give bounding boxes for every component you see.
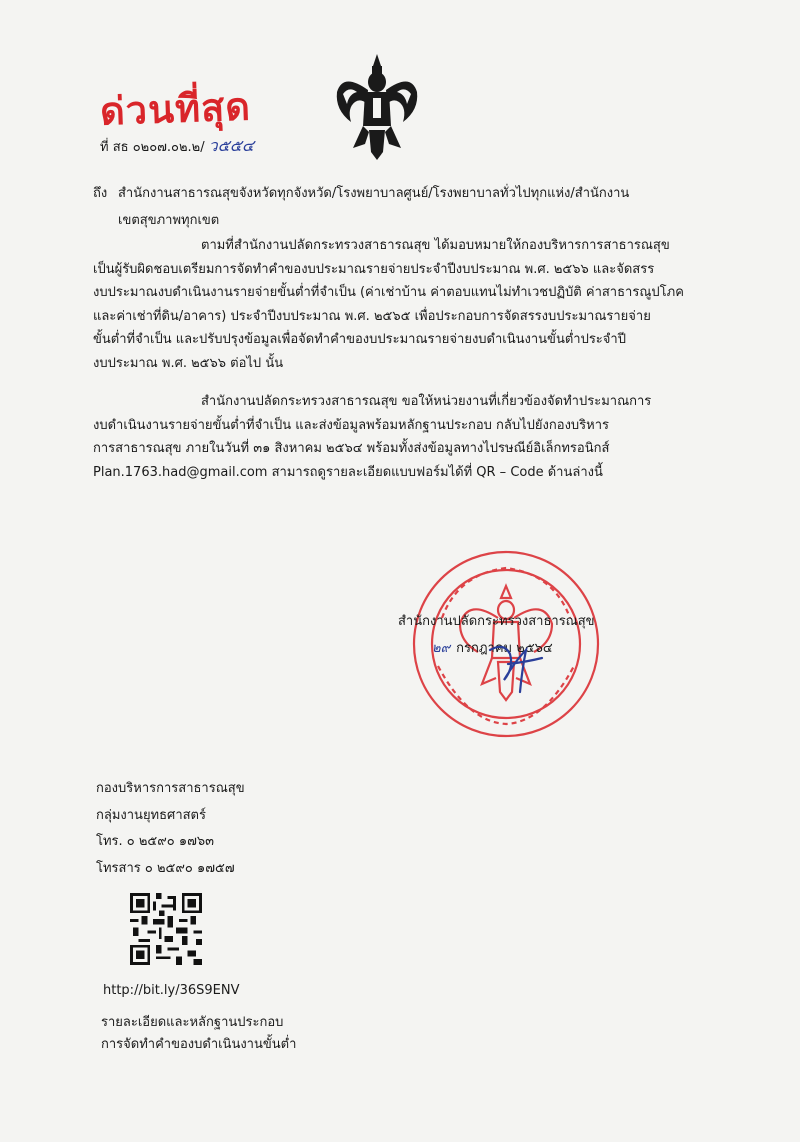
contact-division: กองบริหารการสาธารณสุข [96,781,245,796]
garuda-emblem-icon [333,52,421,162]
contact-block [96,776,245,882]
paragraph-line: งบประมาณ พ.ศ. ๒๕๖๖ ต่อไป นั้น [93,355,284,371]
document-number-handwritten: ว๕๕๔ [208,136,254,155]
qr-code-icon[interactable] [130,893,202,965]
signature-office: สำนักงานปลัดกระทรวงสาธารณสุข [398,614,595,629]
paragraph-line: Plan.1763.had@gmail.com สามารถดูรายละเอียดแบบฟอร์มได้ที่ QR – Code ด้านล่างนี้ [93,464,603,480]
signature-day-handwritten: ๒๙ [432,641,451,656]
paragraph-line: สำนักงานปลัดกระทรวงสาธารณสุข ขอให้หน่วยงานที่เกี่ยวข้องจัดทำประมาณการ [201,394,652,409]
recipient-line-2: เขตสุขภาพทุกเขต [118,213,220,228]
paragraph-line: เป็นผู้รับผิดชอบเตรียมการจัดทำคำของบประมาณรายจ่ายประจำปีงบประมาณ พ.ศ. ๒๕๖๖ และจัดสรร [93,261,655,277]
document-number [100,134,254,159]
shortlink-url[interactable]: http://bit.ly/36S9ENV [103,983,240,998]
paragraph-line: งบประมาณงบดำเนินงานรายจ่ายขั้นต่ำที่จำเป็น (ค่าเช่าบ้าน ค่าตอบแทนไม่ทำเวชปฏิบัติ ค่าสาธารณูปโภค [93,285,684,300]
paragraph-line: การสาธารณสุข ภายในวันที่ ๓๑ สิงหาคม ๒๕๖๔ พร้อมทั้งส่งข้อมูลทางไปรษณีย์อิเล็กทรอนิกส์ [93,441,610,456]
handwritten-signature-icon [486,640,546,696]
urgency-stamp: ด่วนที่สุด [99,83,252,134]
recipient-line-1: สำนักงานสาธารณสุขจังหวัดทุกจังหวัด/โรงพยาบาลศูนย์/โรงพยาบาลทั่วไปทุกแห่ง/สำนักงาน [118,186,630,201]
paragraph-line: ขั้นต่ำที่จำเป็น และปรับปรุงข้อมูลเพื่อจัดทำคำของบประมาณรายจ่ายงบดำเนินงานขั้นต่ำประจำปี [93,332,626,347]
paragraph-line: ตามที่สำนักงานปลัดกระทรวงสาธารณสุข ได้มอบหมายให้กองบริหารการสาธารณสุข [201,238,670,253]
paragraph-line: งบดำเนินงานรายจ่ายขั้นต่ำที่จำเป็น และส่งข้อมูลพร้อมหลักฐานประกอบ กลับไปยังกองบริหาร [93,417,610,433]
document-number-text: ที่ สธ ๐๒๐๗.๐๒.๒/ [100,140,205,155]
contact-fax: โทรสาร ๐ ๒๕๙๐ ๑๗๕๗ [96,860,235,876]
qr-description-line: การจัดทำคำของบดำเนินงานขั้นต่ำ [101,1037,297,1052]
contact-phone: โทร. ๐ ๒๕๙๐ ๑๗๖๓ [96,834,215,849]
qr-description [101,1012,296,1056]
qr-description-line: รายละเอียดและหลักฐานประกอบ [101,1015,284,1030]
recipient-label: ถึง [93,186,108,201]
signature-date-text: กรกฎาคม ๒๕๖๔ [456,641,553,656]
body-paragraph-2 [93,390,651,484]
paragraph-line: และค่าเช่าที่ดิน/อาคาร) ประจำปีงบประมาณ พ.ศ. ๒๕๖๕ เพื่อประกอบการจัดสรรงบประมาณรายจ่าย [93,308,651,324]
body-paragraph-1 [93,234,684,375]
contact-group: กลุ่มงานยุทธศาสตร์ [96,807,206,823]
